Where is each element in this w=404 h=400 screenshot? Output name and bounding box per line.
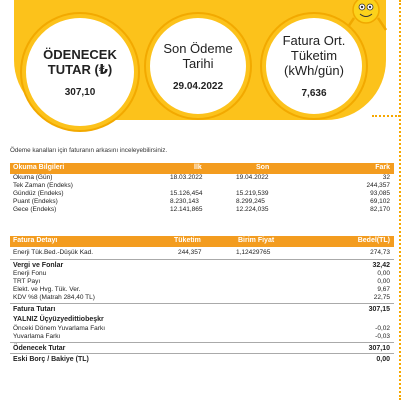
reading-row <box>10 174 394 182</box>
detail-header-consumption: Tüketim <box>174 237 201 244</box>
reading-row-first: 12.141,865 <box>170 206 203 213</box>
payable-row <box>10 342 394 353</box>
reading-row-first: 18.03.2022 <box>170 174 203 181</box>
reading-row-last: 8.299,245 <box>236 198 265 205</box>
summary-banner <box>0 0 404 132</box>
old-debt-amount: 0,00 <box>376 356 390 363</box>
tax-row <box>10 270 394 278</box>
reading-row-diff: 244,357 <box>366 182 390 189</box>
reading-row-diff: 93,085 <box>370 190 390 197</box>
reading-row-label: Gece (Endeks) <box>13 206 57 213</box>
old-debt-label: Eski Borç / Bakiye (TL) <box>13 356 89 363</box>
taxes-row <box>10 259 394 270</box>
rounding-row-label: Önceki Dönem Yuvarlama Farkı <box>13 325 105 332</box>
tax-row <box>10 278 394 286</box>
old-debt-row <box>10 353 394 364</box>
tax-row-label: KDV %8 (Matrah 284,40 TL) <box>13 294 95 301</box>
reading-row-label: Tek Zaman (Endeks) <box>13 182 73 189</box>
tax-row-amount: 22,75 <box>373 294 390 301</box>
rounding-row <box>10 333 394 341</box>
energy-consumption: 244,357 <box>178 249 202 256</box>
reading-row-last: 19.04.2022 <box>236 174 269 181</box>
reading-row-label: Gündüz (Endeks) <box>13 190 64 197</box>
energy-row <box>10 249 394 257</box>
readings-header <box>10 163 394 174</box>
detail-header-amount: Bedel(TL) <box>357 237 390 244</box>
reading-row-first: 15.126,454 <box>170 190 203 197</box>
reading-row-diff: 82,170 <box>370 206 390 213</box>
due-date-title: Son Ödeme Tarihi <box>163 40 233 71</box>
tax-row <box>10 294 394 302</box>
detail-header <box>10 236 394 247</box>
tax-row-amount: 0,00 <box>377 278 390 285</box>
readings-header-first: İlk <box>194 164 202 171</box>
total-label: Fatura Tutarı <box>13 306 56 313</box>
tax-row-amount: 0,00 <box>377 270 390 277</box>
rounding-rows <box>10 325 394 341</box>
payable-label: Ödenecek Tutar <box>13 345 66 352</box>
tax-rows <box>10 270 394 302</box>
rounding-row-label: Yuvarlama Farkı <box>13 333 61 340</box>
energy-amount: 274,73 <box>370 249 390 256</box>
rounding-row-amount: -0,03 <box>375 333 390 340</box>
taxes-label: Vergi ve Fonlar <box>13 262 64 269</box>
reading-row <box>10 198 394 206</box>
taxes-amount: 32,42 <box>372 262 390 269</box>
energy-label: Enerji Tük.Bed.-Düşük Kad. <box>13 249 94 256</box>
payment-note: Ödeme kanalları için faturanın arkasını inceleyebilirsiniz. <box>10 147 168 154</box>
dotted-border <box>399 0 401 400</box>
dotted-connector <box>372 115 400 117</box>
reading-row-last: 12.224,035 <box>236 206 269 213</box>
amount-circle <box>22 14 138 130</box>
due-date-circle <box>146 14 250 118</box>
tax-row-label: TRT Payı <box>13 278 41 285</box>
amount-value: 307,10 <box>64 86 96 98</box>
payable-amount: 307,10 <box>368 345 390 352</box>
amount-title: ÖDENECEK TUTAR (₺) <box>43 46 117 77</box>
avg-consumption-title: Fatura Ort. Tüketim (kWh/gün) <box>282 33 346 78</box>
bill-detail-table <box>10 236 394 364</box>
total-row <box>10 303 394 314</box>
reading-row-last: 15.219,539 <box>236 190 269 197</box>
tax-row <box>10 286 394 294</box>
reading-row <box>10 206 394 214</box>
readings-header-last: Son <box>256 164 270 171</box>
reading-row <box>10 190 394 198</box>
readings-table <box>10 163 394 214</box>
readings-header-diff: Fark <box>375 164 390 171</box>
tax-row-label: Enerji Fonu <box>13 270 47 277</box>
due-date-value: 29.04.2022 <box>172 80 224 92</box>
detail-header-label: Fatura Detayı <box>13 237 58 244</box>
amount-in-words-row <box>10 314 394 325</box>
reading-row-first: 8.230,143 <box>170 198 199 205</box>
total-amount: 307,15 <box>368 306 390 313</box>
avg-consumption-circle <box>262 14 366 118</box>
reading-row-label: Puant (Endeks) <box>13 198 58 205</box>
tax-row-label: Elekt. ve Hvg. Tük. Ver. <box>13 286 81 293</box>
readings-rows <box>10 174 394 214</box>
avg-consumption-value: 7,636 <box>301 88 327 99</box>
reading-row-diff: 32 <box>382 174 390 181</box>
tax-row-amount: 9,67 <box>377 286 390 293</box>
amount-in-words: YALNIZ Üçyüzyedittiobeşkr <box>13 316 104 323</box>
reading-row <box>10 182 394 190</box>
reading-row-label: Okuma (Gün) <box>13 174 53 181</box>
detail-header-unit-price: Birim Fiyat <box>238 237 275 244</box>
readings-header-label: Okuma Bilgileri <box>13 164 65 171</box>
rounding-row <box>10 325 394 333</box>
reading-row-diff: 69,102 <box>370 198 390 205</box>
energy-unit-price: 1,12429765 <box>236 249 271 256</box>
rounding-row-amount: -0,02 <box>375 325 390 332</box>
